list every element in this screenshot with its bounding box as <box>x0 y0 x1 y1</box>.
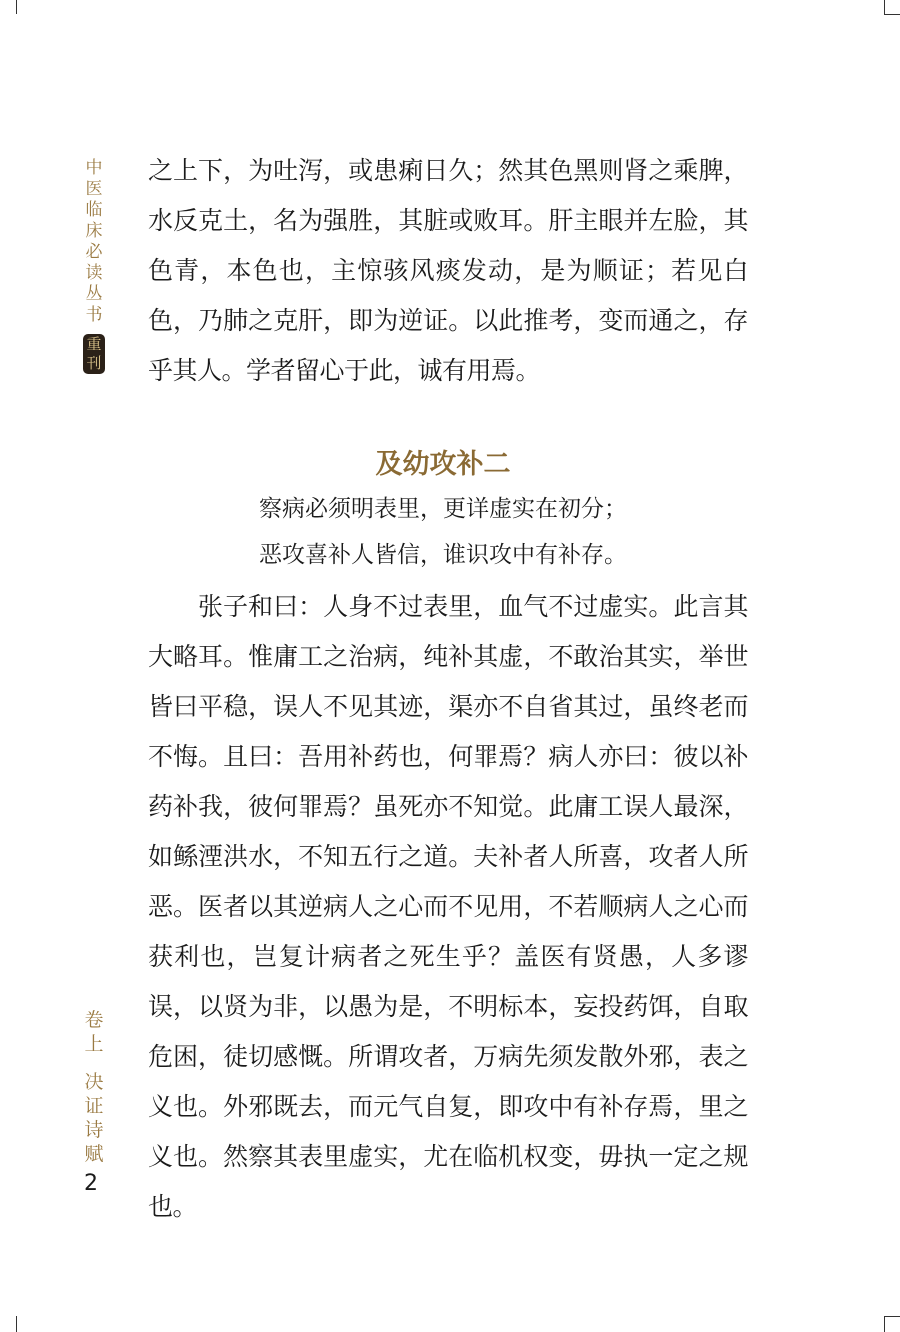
crop-mark <box>884 1316 900 1317</box>
section-title: 及幼攻补二 <box>375 449 511 480</box>
page-number: 2 <box>84 1171 98 1196</box>
poem <box>148 486 738 578</box>
main-paragraph-block <box>148 582 748 1232</box>
crop-mark <box>884 1316 885 1332</box>
chapter-title: 卷上 <box>84 1009 104 1055</box>
series-title <box>82 158 106 374</box>
series-title-text: 中医临床必读丛书 <box>85 158 103 325</box>
crop-mark <box>884 14 900 15</box>
poem-line: 察病必须明表里，更详虚实在初分； <box>259 496 627 522</box>
paragraph: 张子和曰：人身不过表里，血气不过虚实。此言其大略耳。惟庸工之治病，纯补其虚，不敢治其实，举世皆曰平稳，误人不见其迹，渠亦不自省其过，虽终老而不悔。且曰：吾用补药也，何罪焉？病人亦曰：彼以补药补我，彼何罪焉？虽死亦不知觉。此庸工误人最深，如鲧湮洪水，不知五行之道。夫补者人所喜，攻者人所恶。医者以其逆病人之心而不见用，不若顺病人之心而获利也，岂复计病者之死生乎？盖医有贤愚，人多谬误，以贤为非，以愚为是，不明标本，妄投药饵，自取危困，徒切感慨。所谓攻者，万病先须发散外邪，表之义也。外邪既去，而元气自复，即攻中有补存焉，里之义也。然察其表里虚实，尤在临机权变，毋执一定之规也。 <box>148 592 748 1221</box>
reprint-seal: 重刊 <box>83 334 105 374</box>
chapter-subtitle: 决证诗赋 <box>84 1071 104 1165</box>
chapter-label <box>82 1008 106 1166</box>
paragraph: 之上下，为吐泻，或患痢日久；然其色黑则肾之乘脾，水反克土，名为强胜，其脏或败耳。肝主眼并左脸，其色青，本色也，主惊骇风痰发动，是为顺证；若见白色，乃肺之克肝，即为逆证。以此推考，变而通之，存乎其人。学者留心于此，诚有用焉。 <box>148 156 748 385</box>
crop-mark <box>16 1316 17 1332</box>
crop-mark <box>884 0 885 14</box>
crop-mark <box>16 0 17 14</box>
poem-line: 恶攻喜补人皆信，谁识攻中有补存。 <box>259 542 627 568</box>
top-paragraph-block <box>148 146 748 396</box>
